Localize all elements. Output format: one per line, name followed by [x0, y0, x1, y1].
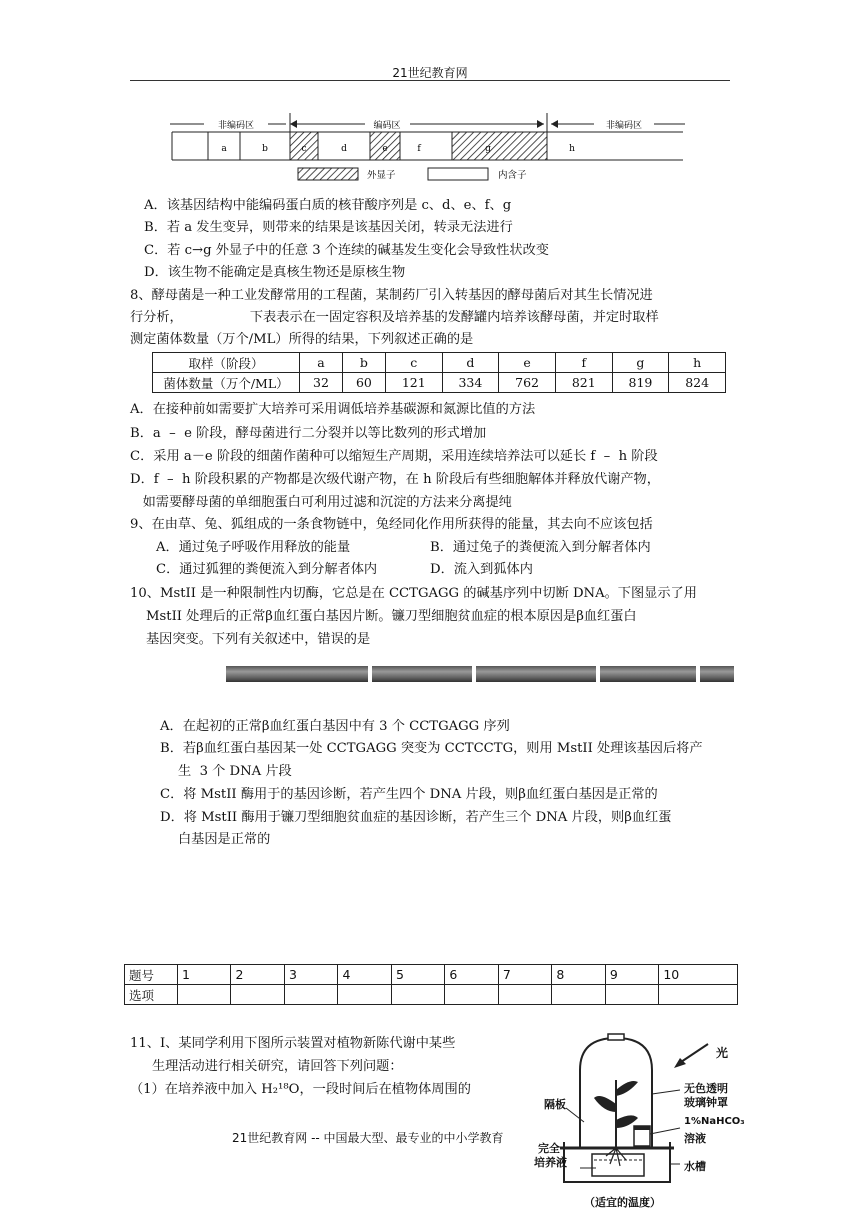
label-medium-2: 培养液 [534, 1156, 567, 1169]
q10-option-b: B．若β血红蛋白基因某一处 CCTGAGG 突变为 CCTCCTG，则用 MstII 处理该基因后将产 [160, 741, 703, 756]
label-temperature: （适宜的温度） [584, 1196, 661, 1209]
label-solution-2: 溶液 [684, 1132, 706, 1145]
segment-f: f [417, 144, 421, 154]
table-cell: 菌体数量（万个/ML） [153, 373, 300, 393]
legend-intron-swatch [428, 168, 488, 180]
q9-option-b: B．通过兔子的粪便流入到分解者体内 [430, 540, 651, 555]
answer-cell[interactable] [284, 985, 337, 1005]
legend-intron-label: 内含子 [498, 170, 527, 181]
q8-stem-line-2: 行分析， 下表表示在一固定容积及培养基的发酵罐内培养该酵母菌，并定时取样 [130, 310, 659, 325]
label-bell-jar-2: 玻璃钟罩 [684, 1096, 728, 1109]
q10-option-b-cont: 生 3 个 DNA 片段 [178, 764, 292, 779]
segment-e: e [382, 144, 388, 154]
table-cell: 6 [445, 965, 498, 985]
label-coding: 编码区 [373, 121, 401, 131]
label-noncoding-left: 非编码区 [217, 121, 255, 131]
table-cell: f [555, 353, 612, 373]
answer-cell[interactable] [659, 985, 738, 1005]
segment-a: a [221, 144, 227, 154]
answer-cell[interactable] [552, 985, 605, 1005]
page-footer: 21世纪教育网 -- 中国最大型、最专业的中小学教育 [232, 1131, 504, 1145]
q9-option-a: A．通过兔子呼吸作用释放的能量 [156, 540, 351, 555]
q10-stem-line-2: MstII 处理后的正常β血红蛋白基因片断。镰刀型细胞贫血症的根本原因是β血红蛋白 [146, 609, 637, 624]
table-cell: b [342, 353, 385, 373]
answer-cell[interactable] [445, 985, 498, 1005]
dna-fragments-image [226, 664, 736, 686]
table-cell: a [300, 353, 343, 373]
table-cell: 7 [498, 965, 551, 985]
q9-stem: 9、在由草、兔、狐组成的一条食物链中，兔经同化作用所获得的能量，其去向不应该包括 [130, 517, 653, 532]
q10-option-d-cont: 白基因是正常的 [178, 832, 271, 847]
table-cell: 32 [300, 373, 343, 393]
label-medium-1: 完全 [538, 1142, 560, 1155]
q10-stem-line-3: 基因突变。下列有关叙述中，错误的是 [146, 632, 371, 647]
table-cell: c [385, 353, 442, 373]
q10-stem-line-1: 10、MstII 是一种限制性内切酶，它总是在 CCTGAGG 的碱基序列中切断 DNA。下图显示了用 [130, 586, 697, 601]
table-cell: 选项 [125, 985, 178, 1005]
table-cell: 824 [669, 373, 726, 393]
table-row [153, 373, 726, 393]
table-cell: 8 [552, 965, 605, 985]
table-cell: 4 [338, 965, 391, 985]
table-cell: 819 [612, 373, 669, 393]
q8-option-a: A．在接种前如需要扩大培养可采用调低培养基碳源和氮源比值的方法 [130, 402, 536, 417]
q8-option-c: C．采用 a－e 阶段的细菌作菌种可以缩短生产周期，采用连续培养法可以延长 f – h 阶段 [130, 449, 658, 464]
table-cell: 121 [385, 373, 442, 393]
table-row [125, 985, 738, 1005]
table-row [153, 353, 726, 373]
table-cell: g [612, 353, 669, 373]
gene-structure-diagram [170, 110, 690, 190]
segment-d: d [341, 144, 347, 154]
table-cell: 5 [391, 965, 444, 985]
table-cell: 60 [342, 373, 385, 393]
q8-option-d-cont: 如需要酵母菌的单细胞蛋白可利用过滤和沉淀的方法来分离提纯 [130, 495, 512, 510]
answer-cell[interactable] [605, 985, 658, 1005]
label-solution-1: 1%NaHCO₃ [684, 1116, 745, 1127]
table-cell: 9 [605, 965, 658, 985]
answer-cell[interactable] [498, 985, 551, 1005]
answer-table [124, 964, 738, 1005]
label-water-tank: 水槽 [684, 1160, 706, 1173]
table-cell: 3 [284, 965, 337, 985]
table-cell: 1 [178, 965, 231, 985]
answer-cell[interactable] [391, 985, 444, 1005]
table-cell: 10 [659, 965, 738, 985]
label-partition: 隔板 [544, 1098, 566, 1111]
q8-stem-line-1: 8、酵母菌是一种工业发酵常用的工程菌，某制药厂引入转基因的酵母菌后对其生长情况进 [130, 288, 653, 303]
page-header-title: 21世纪教育网 [392, 66, 468, 80]
answer-cell[interactable] [178, 985, 231, 1005]
table-cell: h [669, 353, 726, 373]
table-cell: 334 [442, 373, 499, 393]
q7-option-a: A．该基因结构中能编码蛋白质的核苷酸序列是 c、d、e、f、g [144, 198, 512, 213]
q11-line-2: 生理活动进行相关研究，请回答下列问题： [152, 1059, 403, 1074]
q8-option-d: D．f – h 阶段积累的产物都是次级代谢产物，在 h 阶段后有些细胞解体并释放代谢产物， [130, 472, 660, 487]
q8-data-table [152, 352, 726, 393]
table-cell: 取样（阶段） [153, 353, 300, 373]
segment-h: h [569, 144, 575, 154]
segment-c: c [301, 144, 307, 154]
q10-option-a: A．在起初的正常β血红蛋白基因中有 3 个 CCTGAGG 序列 [160, 719, 510, 734]
segment-b: b [262, 144, 268, 154]
table-cell: 821 [555, 373, 612, 393]
q9-option-d: D．流入到狐体内 [430, 562, 533, 577]
label-noncoding-right: 非编码区 [605, 121, 643, 131]
q8-option-b: B．a – e 阶段，酵母菌进行二分裂并以等比数列的形式增加 [130, 426, 487, 441]
q7-option-c: C．若 c→g 外显子中的任意 3 个连续的碱基发生变化会导致性状改变 [144, 243, 549, 258]
q9-option-c: C．通过狐狸的粪便流入到分解者体内 [156, 562, 378, 577]
table-cell: 762 [499, 373, 556, 393]
answer-cell[interactable] [338, 985, 391, 1005]
q10-option-d: D．将 MstII 酶用于镰刀型细胞贫血症的基因诊断，若产生三个 DNA 片段，则β血红蛋 [160, 810, 672, 825]
legend-exon-swatch [298, 168, 358, 180]
table-cell: e [499, 353, 556, 373]
label-light: 光 [716, 1046, 729, 1060]
q7-option-d: D．该生物不能确定是真核生物还是原核生物 [144, 265, 406, 280]
segment-g: g [485, 144, 491, 154]
legend-exon-label: 外显子 [367, 170, 396, 181]
q11-line-3: （1）在培养液中加入 H₂¹⁸O，一段时间后在植物体周围的 [130, 1082, 471, 1097]
q11-line-1: 11、I、某同学利用下图所示装置对植物新陈代谢中某些 [130, 1036, 456, 1051]
label-bell-jar-1: 无色透明 [684, 1082, 728, 1095]
answer-cell[interactable] [231, 985, 284, 1005]
header-rule [130, 80, 730, 81]
table-row [125, 965, 738, 985]
q7-option-b: B．若 a 发生变异，则带来的结果是该基因关闭，转录无法进行 [144, 220, 513, 235]
table-cell: 2 [231, 965, 284, 985]
table-cell: 题号 [125, 965, 178, 985]
table-cell: d [442, 353, 499, 373]
q10-option-c: C．将 MstII 酶用于的基因诊断，若产生四个 DNA 片段，则β血红蛋白基因是正常的 [160, 787, 658, 802]
q8-stem-line-3: 测定菌体数量（万个/ML）所得的结果，下列叙述正确的是 [130, 332, 474, 347]
